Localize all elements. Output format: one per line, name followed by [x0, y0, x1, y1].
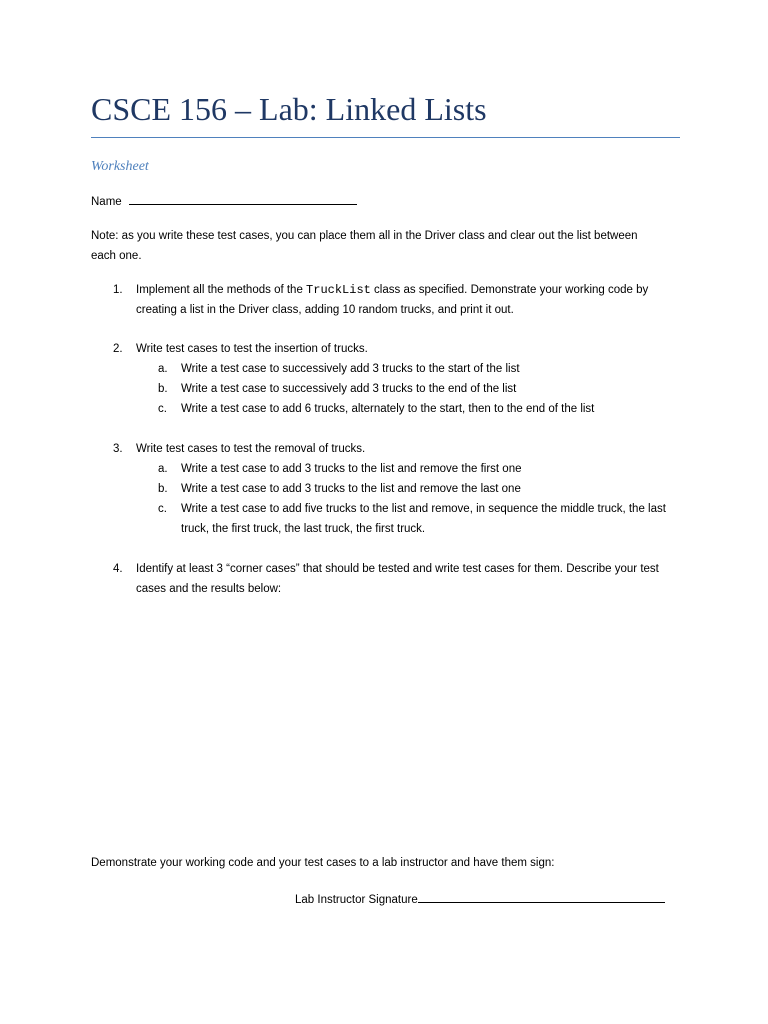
sub-item: [158, 479, 673, 499]
item-text: [136, 280, 673, 320]
item-text: Identify at least 3 “corner cases” that should be tested and write test cases for them. Describe your test cases and the results below:: [136, 563, 659, 595]
item-text: Write test cases to test the removal of trucks.: [136, 443, 366, 455]
sub-item-text: Write a test case to add 3 trucks to the list and remove the last one: [181, 483, 521, 495]
name-blank-line[interactable]: [129, 193, 357, 205]
item-number: 3.: [113, 443, 123, 455]
sub-item: [158, 499, 673, 539]
sub-item-letter: c.: [158, 503, 167, 515]
sub-list: [113, 459, 673, 539]
sub-list: [113, 359, 673, 419]
list-item-4: [113, 559, 673, 599]
note-paragraph: Note: as you write these test cases, you can place them all in the Driver class and clear out the list between each one.: [91, 230, 638, 262]
sub-item-text: Write a test case to add 6 trucks, alternately to the start, then to the end of the list: [181, 403, 595, 415]
page-title: CSCE 156 – Lab: Linked Lists: [91, 91, 487, 127]
sub-item-letter: c.: [158, 403, 167, 415]
sub-item-text: Write a test case to add 3 trucks to the list and remove the first one: [181, 463, 522, 475]
item-number: 1.: [113, 284, 123, 296]
signature-row: [295, 891, 665, 906]
sub-item: [158, 459, 673, 479]
list-item-1: [113, 280, 673, 320]
sub-item-text: Write a test case to successively add 3 trucks to the start of the list: [181, 363, 520, 375]
item-number: 2.: [113, 343, 123, 355]
page-subtitle: Worksheet: [91, 159, 149, 174]
sub-item: [158, 379, 673, 399]
name-field-row: [91, 193, 357, 208]
list-item-3: [113, 439, 673, 539]
title-divider: [91, 137, 680, 138]
code-classname: TruckList: [306, 283, 371, 297]
sub-item-letter: a.: [158, 463, 168, 475]
item-text-after: class as specified. Demonstrate your working code by creating a list in the Driver class, adding 10 random trucks, and print it out.: [136, 284, 649, 316]
sub-item-letter: a.: [158, 363, 168, 375]
item-number: 4.: [113, 563, 123, 575]
sub-item-letter: b.: [158, 483, 168, 495]
sub-item-text: Write a test case to add five trucks to the list and remove, in sequence the middle truck, the last truck, the first truck, the last truck, the first truck.: [181, 503, 666, 535]
demonstrate-instruction: Demonstrate your working code and your test cases to a lab instructor and have them sign:: [91, 857, 555, 869]
signature-label: Lab Instructor Signature: [295, 894, 418, 906]
sub-item-text: Write a test case to successively add 3 trucks to the end of the list: [181, 383, 517, 395]
name-label: Name: [91, 196, 122, 208]
sub-item: [158, 359, 673, 379]
list-item-2: [113, 339, 673, 419]
sub-item-letter: b.: [158, 383, 168, 395]
signature-blank-line[interactable]: [418, 891, 665, 903]
item-text-before: Implement all the methods of the: [136, 284, 307, 296]
item-text: Write test cases to test the insertion of trucks.: [136, 343, 368, 355]
sub-item: [158, 399, 673, 419]
